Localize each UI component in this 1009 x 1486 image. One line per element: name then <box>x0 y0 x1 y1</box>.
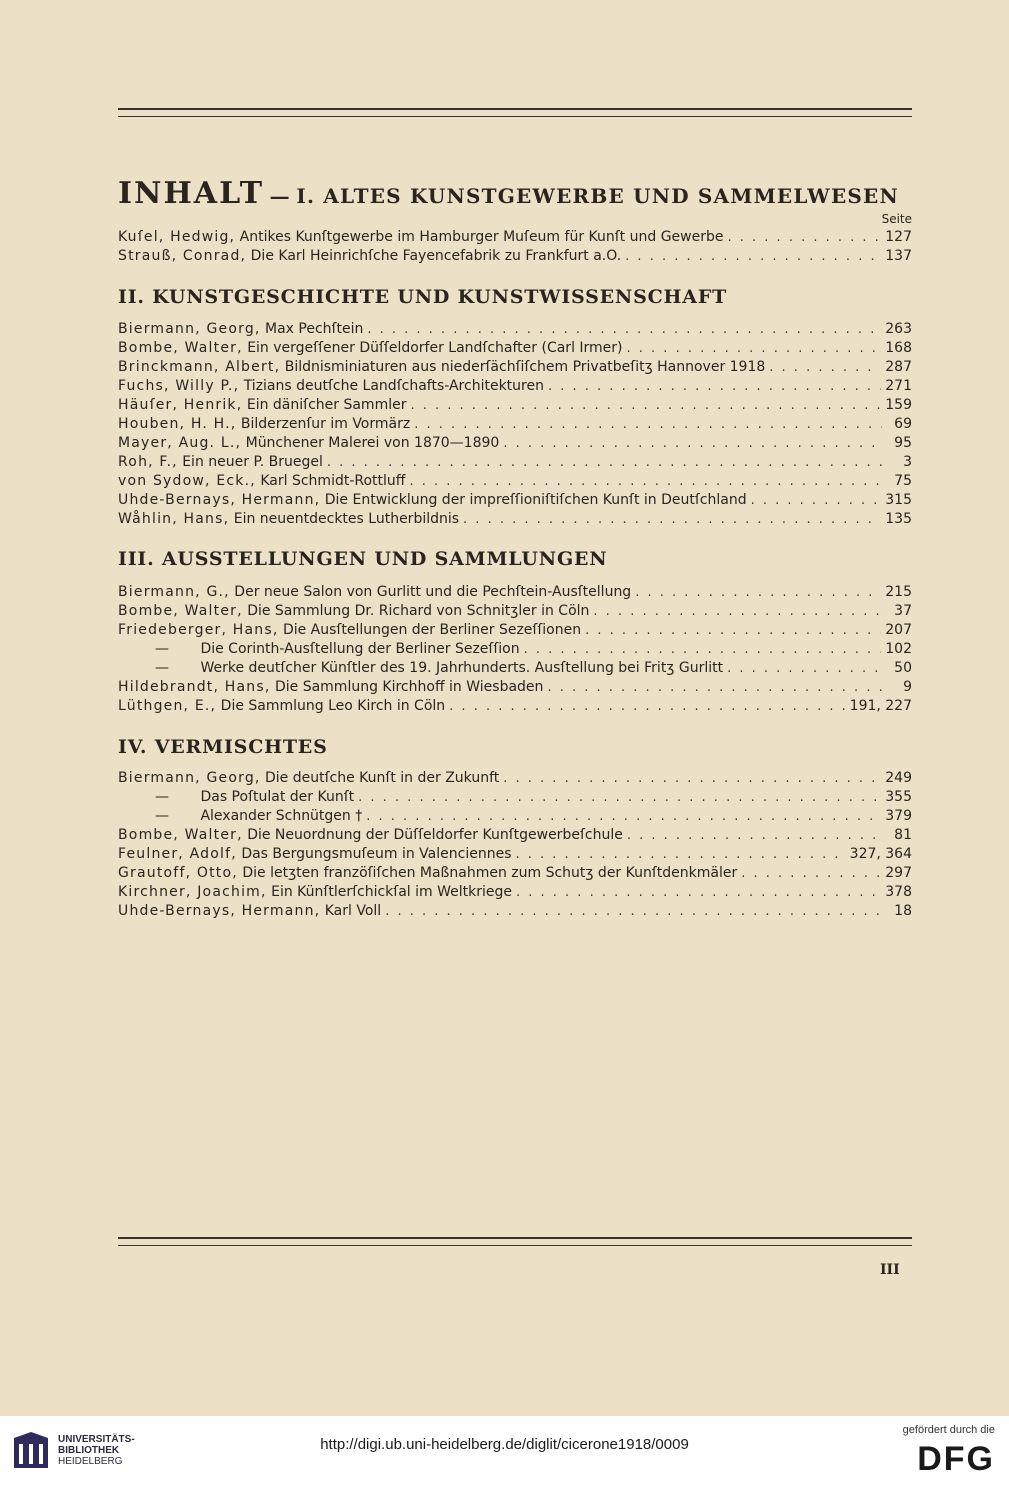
source-url-link[interactable]: http://digi.ub.uni-heidelberg.de/diglit/cicerone1918/0009 <box>320 1436 689 1453</box>
dfg-logo: DFG <box>917 1440 995 1478</box>
entry-title: Werke deutſcher Künſtler des 19. Jahrhunderts. Ausſtellung bei Fritʒ Gurlitt <box>200 660 724 676</box>
section-title: IV. VERMISCHTES <box>118 736 328 758</box>
entry-title: Bildnisminiaturen aus niederſächſiſchem Privatbeſitʒ Hannover 1918 <box>284 359 766 375</box>
entry-author: Biermann, G., <box>118 584 230 600</box>
entry-page-number: 75 <box>894 473 912 489</box>
entry-title: Der neue Salon von Gurlitt und die Pechſtein-Ausſtellung <box>234 584 632 600</box>
leader-dots <box>449 697 845 716</box>
page-number: III <box>880 1262 900 1278</box>
toc-entry[interactable] <box>118 883 912 902</box>
toc-entry[interactable] <box>118 864 912 883</box>
entry-author: Bombe, Walter, <box>118 340 243 356</box>
entry-author: Biermann, Georg, <box>118 770 261 786</box>
entry-author: Uhde-Bernays, Hermann, <box>118 903 321 919</box>
leader-dots <box>503 434 882 453</box>
toc-entry-list <box>118 583 912 716</box>
toc-entry[interactable] <box>118 415 912 434</box>
leader-dots <box>327 453 882 472</box>
funding-label: gefördert durch die <box>902 1424 995 1436</box>
seite-label: Seite <box>881 212 912 226</box>
leader-dots <box>524 640 882 659</box>
entry-title: Karl Schmidt-Rottluff <box>260 473 406 489</box>
library-footer-bar <box>0 1416 1009 1486</box>
toc-entry[interactable] <box>118 247 912 266</box>
entry-page-number: 9 <box>903 679 912 695</box>
toc-entry[interactable] <box>118 583 912 602</box>
section-title: II. KUNSTGESCHICHTE UND KUNSTWISSENSCHAFT <box>118 286 728 308</box>
leader-dots <box>585 621 881 640</box>
entry-page-number: 50 <box>894 660 912 676</box>
entry-author: Wåhlin, Hans, <box>118 511 230 527</box>
entry-title: Die deutſche Kunſt in der Zukunft <box>265 770 500 786</box>
entry-title: Die Karl Heinrichſche Fayencefabrik zu Frankfurt a.O. <box>250 248 622 264</box>
toc-entry[interactable] <box>118 640 912 659</box>
leader-dots <box>385 902 882 921</box>
leader-dots <box>635 583 881 602</box>
toc-entry[interactable] <box>118 621 912 640</box>
entry-author: von Sydow, Eck., <box>118 473 256 489</box>
entry-title: Das Poſtulat der Kunſt <box>200 789 355 805</box>
entry-page-number: 3 <box>903 454 912 470</box>
leader-dots <box>627 826 882 845</box>
entry-page-number: 95 <box>894 435 912 451</box>
page-title <box>118 176 912 211</box>
entry-page-number: 263 <box>885 321 912 337</box>
entry-title: Das Bergungsmuſeum in Valenciennes <box>241 846 512 862</box>
entry-title: Antikes Kunſtgewerbe im Hamburger Muſeum für Kunſt und Gewerbe <box>239 229 724 245</box>
title-separator: — <box>269 184 291 208</box>
toc-entry-list <box>118 228 912 266</box>
entry-page-number: 378 <box>885 884 912 900</box>
ditto-dash: — <box>155 641 169 657</box>
entry-title: Ein neuer P. Bruegel <box>182 454 323 470</box>
entry-page-number: 81 <box>894 827 912 843</box>
entry-page-number: 102 <box>885 641 912 657</box>
leader-dots <box>547 678 882 697</box>
entry-title: Tizians deutſche Landſchafts-Architekturen <box>243 378 544 394</box>
leader-dots <box>414 415 882 434</box>
entry-author: Bombe, Walter, <box>118 827 243 843</box>
entry-page-number: 137 <box>885 248 912 264</box>
toc-entry[interactable] <box>118 491 912 510</box>
entry-page-number: 69 <box>894 416 912 432</box>
entry-page-number: 355 <box>885 789 912 805</box>
leader-dots <box>625 247 881 266</box>
entry-title: Die Neuordnung der Düſſeldorfer Kunſtgewerbeſchule <box>247 827 623 843</box>
entry-title: Die letʒten franzöſiſchen Maßnahmen zum Schutʒ der Kunſtdenkmäler <box>242 865 738 881</box>
leader-dots <box>728 228 882 247</box>
leader-dots <box>367 320 881 339</box>
toc-entry[interactable] <box>118 788 912 807</box>
leader-dots <box>727 659 882 678</box>
leader-dots <box>769 358 881 377</box>
section-title: III. AUSSTELLUNGEN UND SAMMLUNGEN <box>118 548 608 570</box>
entry-author: Feulner, Adolf, <box>118 846 237 862</box>
entry-title: Ein Künſtlerſchickſal im Weltkriege <box>271 884 512 900</box>
entry-title: Die Entwicklung der impreſſioniſtiſchen Kunſt in Deutſchland <box>324 492 747 508</box>
entry-title: Die Sammlung Leo Kirch in Cöln <box>220 698 446 714</box>
toc-entry[interactable] <box>118 228 912 247</box>
ditto-dash: — <box>155 660 169 676</box>
entry-page-number: 207 <box>885 622 912 638</box>
toc-entry[interactable] <box>118 396 912 415</box>
leader-dots <box>503 769 881 788</box>
entry-author: Biermann, Georg, <box>118 321 261 337</box>
section-1-title: I. ALTES KUNSTGEWERBE UND SAMMELWESEN <box>296 184 899 208</box>
toc-entry[interactable] <box>118 826 912 845</box>
toc-entry[interactable] <box>118 602 912 621</box>
entry-page-number: 297 <box>885 865 912 881</box>
leader-dots <box>515 845 845 864</box>
university-library-name: UNIVERSITÄTS- BIBLIOTHEK HEIDELBERG <box>58 1434 135 1467</box>
leader-dots <box>410 396 881 415</box>
leader-dots <box>463 510 881 529</box>
entry-page-number: 215 <box>885 584 912 600</box>
entry-author: Häuſer, Henrik, <box>118 397 243 413</box>
entry-page-number: 327, 364 <box>849 846 912 862</box>
toc-entry[interactable] <box>118 339 912 358</box>
entry-author: Mayer, Aug. L., <box>118 435 242 451</box>
entry-page-number: 159 <box>885 397 912 413</box>
entry-page-number: 18 <box>894 903 912 919</box>
entry-author: Hildebrandt, Hans, <box>118 679 271 695</box>
toc-entry[interactable] <box>118 453 912 472</box>
entry-author: Fuchs, Willy P., <box>118 378 240 394</box>
entry-title: Die Ausſtellungen der Berliner Sezeſſionen <box>282 622 582 638</box>
entry-title: Münchener Malerei von 1870—1890 <box>245 435 500 451</box>
toc-entry[interactable] <box>118 358 912 377</box>
leader-dots <box>593 602 882 621</box>
entry-title: Ein däniſcher Sammler <box>246 397 407 413</box>
top-double-rule <box>118 108 912 117</box>
toc-entry[interactable] <box>118 697 912 716</box>
toc-entry[interactable] <box>118 377 912 396</box>
leader-dots <box>358 788 881 807</box>
entry-page-number: 379 <box>885 808 912 824</box>
entry-author: Strauß, Conrad, <box>118 248 247 264</box>
entry-author: Houben, H. H., <box>118 416 237 432</box>
entry-author: Uhde-Bernays, Hermann, <box>118 492 321 508</box>
toc-entry[interactable] <box>118 769 912 788</box>
toc-entry[interactable] <box>118 434 912 453</box>
toc-entry[interactable] <box>118 678 912 697</box>
entry-page-number: 271 <box>885 378 912 394</box>
entry-author: Kuſel, Hedwig, <box>118 229 236 245</box>
toc-entry-list <box>118 769 912 921</box>
leader-dots <box>409 472 882 491</box>
entry-title: Alexander Schnütgen † <box>200 808 363 824</box>
bottom-double-rule <box>118 1237 912 1246</box>
entry-title: Max Pechſtein <box>265 321 364 337</box>
leader-dots <box>516 883 881 902</box>
leader-dots <box>751 491 882 510</box>
leader-dots <box>366 807 881 826</box>
entry-page-number: 135 <box>885 511 912 527</box>
entry-author: Grautoff, Otto, <box>118 865 238 881</box>
main-title: INHALT <box>118 176 265 211</box>
entry-page-number: 191, 227 <box>849 698 912 714</box>
entry-author: Brinckmann, Albert, <box>118 359 281 375</box>
entry-page-number: 287 <box>885 359 912 375</box>
entry-title: Die Sammlung Kirchhoff in Wiesbaden <box>274 679 544 695</box>
entry-title: Die Corinth-Ausſtellung der Berliner Sezeſſion <box>200 641 520 657</box>
toc-entry-list <box>118 320 912 529</box>
entry-page-number: 127 <box>885 229 912 245</box>
toc-entry[interactable] <box>118 902 912 921</box>
entry-title: Ein vergeſſener Düſſeldorfer Landſchafter (Carl Irmer) <box>247 340 623 356</box>
entry-author: Bombe, Walter, <box>118 603 243 619</box>
entry-page-number: 168 <box>885 340 912 356</box>
entry-page-number: 37 <box>894 603 912 619</box>
entry-title: Die Sammlung Dr. Richard von Schnitʒler in Cöln <box>247 603 590 619</box>
entry-author: Lüthgen, E., <box>118 698 217 714</box>
toc-entry[interactable] <box>118 320 912 339</box>
entry-title: Ein neuentdecktes Lutherbildnis <box>233 511 460 527</box>
toc-entry[interactable] <box>118 510 912 529</box>
toc-entry[interactable] <box>118 845 912 864</box>
entry-title: Bilderzenſur im Vormärz <box>240 416 411 432</box>
entry-author: Roh, F., <box>118 454 178 470</box>
ditto-dash: — <box>155 789 169 805</box>
toc-entry[interactable] <box>118 659 912 678</box>
entry-title: Karl Voll <box>324 903 382 919</box>
entry-author: Kirchner, Joachim, <box>118 884 267 900</box>
ditto-dash: — <box>155 808 169 824</box>
leader-dots <box>548 377 881 396</box>
leader-dots <box>627 339 882 358</box>
entry-author: Friedeberger, Hans, <box>118 622 279 638</box>
entry-page-number: 249 <box>885 770 912 786</box>
toc-entry[interactable] <box>118 472 912 491</box>
toc-entry[interactable] <box>118 807 912 826</box>
leader-dots <box>741 864 881 883</box>
entry-page-number: 315 <box>885 492 912 508</box>
